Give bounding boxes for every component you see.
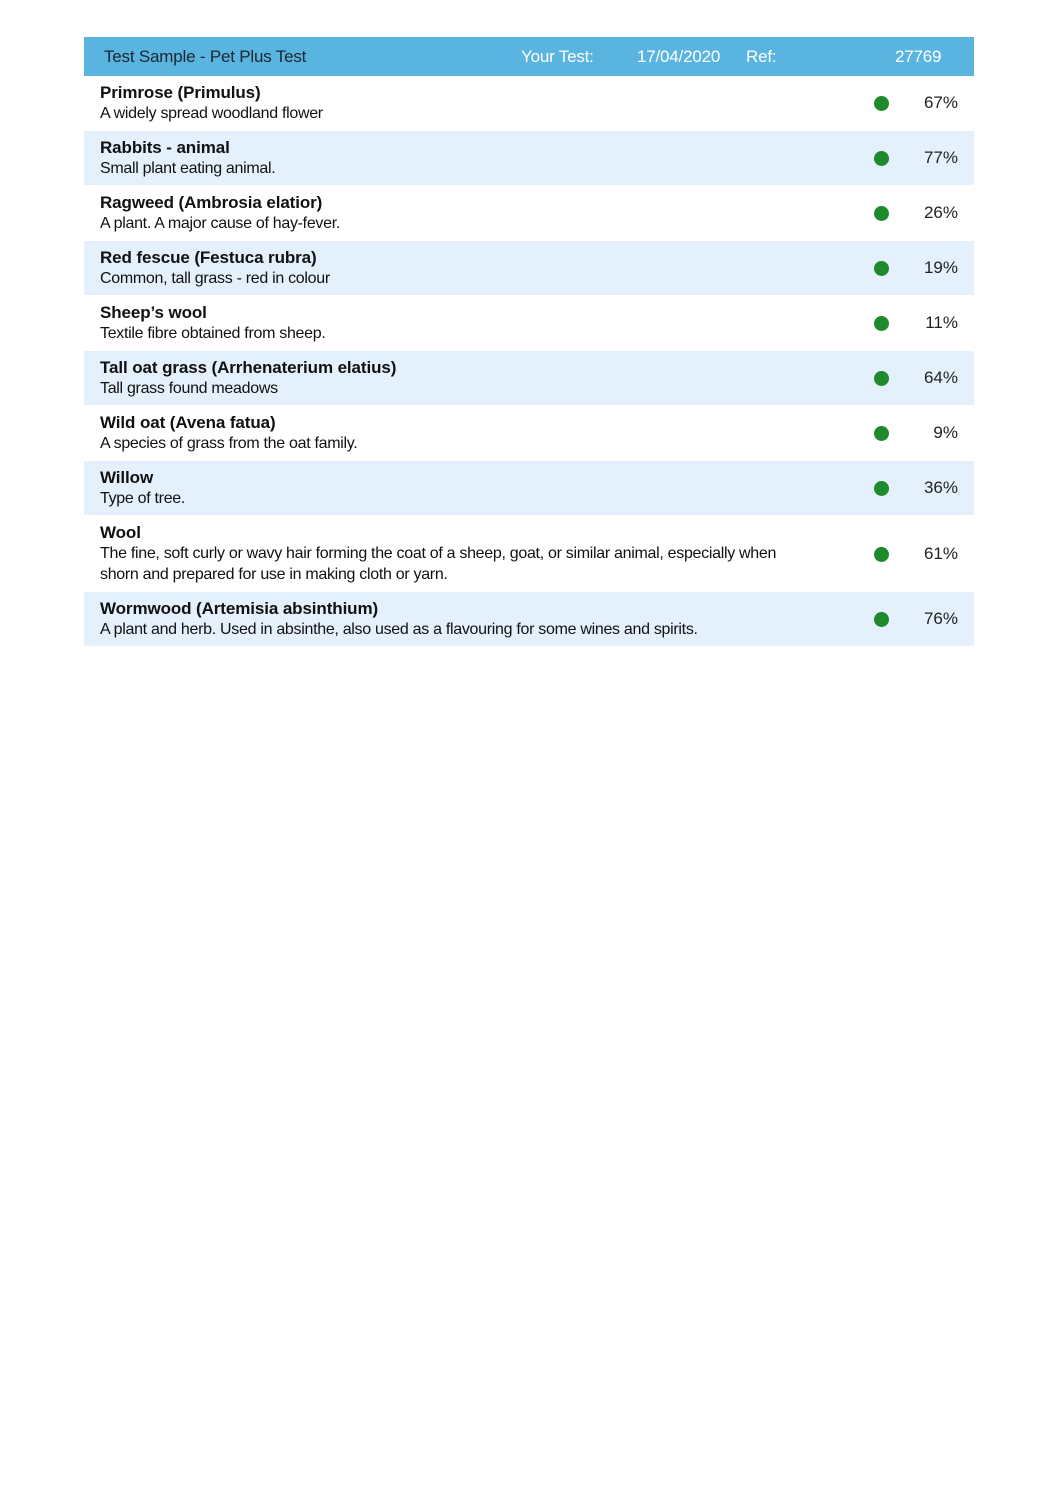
result-percentage: 67% [923,93,958,112]
results-page [84,37,974,647]
result-name: Sheep’s wool [100,303,207,322]
result-description: A species of grass from the oat family. [100,435,358,452]
result-name: Ragweed (Ambrosia elatior) [100,193,323,212]
result-row [84,296,974,351]
result-row [84,186,974,241]
result-name: Wild oat (Avena fatua) [100,413,276,432]
result-percentage: 77% [923,148,958,167]
test-date: 17/04/2020 [637,46,721,66]
result-row [84,406,974,461]
result-description: Textile fibre obtained from sheep. [100,325,326,342]
result-row [84,241,974,296]
result-name: Wormwood (Artemisia absinthium) [100,599,379,618]
status-dot-icon [874,316,889,331]
result-row [84,76,974,131]
result-percentage: 36% [923,478,958,497]
result-percentage: 9% [933,423,958,442]
result-description: Tall grass found meadows [100,380,278,397]
result-percentage: 11% [925,313,958,332]
result-row [84,516,974,592]
status-dot-icon [874,371,889,386]
result-percentage: 61% [923,543,958,563]
result-row [84,592,974,647]
status-dot-icon [874,151,889,166]
result-description: A plant. A major cause of hay-fever. [100,215,341,232]
ref-number: 27769 [895,46,942,66]
result-description: Type of tree. [100,490,186,507]
status-dot-icon [874,426,889,441]
result-description: Common, tall grass - red in colour [100,270,330,287]
result-row [84,351,974,406]
status-dot-icon [874,96,889,111]
your-test-label: Your Test: [521,46,594,66]
report-header [84,37,974,76]
result-description: A plant and herb. Used in absinthe, also used as a flavouring for some wines and spirits. [100,621,698,638]
result-name: Red fescue (Festuca rubra) [100,248,317,267]
status-dot-icon [874,547,889,562]
result-percentage: 64% [923,368,958,387]
result-name: Tall oat grass (Arrhenaterium elatius) [100,358,397,377]
result-percentage: 19% [923,258,958,277]
status-dot-icon [874,261,889,276]
result-row [84,131,974,186]
status-dot-icon [874,206,889,221]
ref-label: Ref: [746,46,777,66]
result-description: Small plant eating animal. [100,160,276,177]
result-name: Primrose (Primulus) [100,83,261,102]
status-dot-icon [874,481,889,496]
status-dot-icon [874,612,889,627]
result-percentage: 76% [923,609,958,628]
result-percentage: 26% [923,203,958,222]
result-name: Willow [100,468,154,487]
result-name: Wool [100,523,141,542]
result-row [84,461,974,516]
report-title: Test Sample - Pet Plus Test [104,46,307,66]
result-name: Rabbits - animal [100,138,230,157]
results-list [84,76,974,647]
result-description: A widely spread woodland flower [100,105,323,122]
result-description: The fine, soft curly or wavy hair forming the coat of a sheep, goat, or similar animal, especially when shorn and prepared for use in making cloth or yarn. [100,545,777,583]
